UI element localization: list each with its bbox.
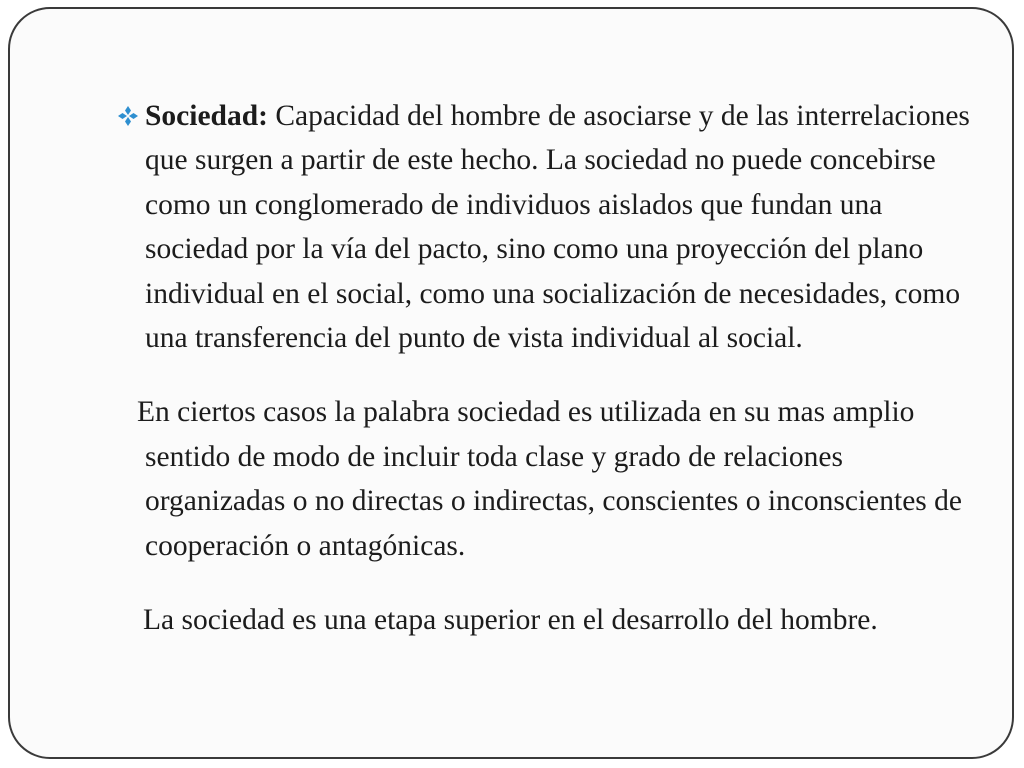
definition-text: Capacidad del hombre de asociarse y de las interrelaciones que surgen a partir de este hecho. La sociedad no puede concebirse como un conglomerado de individuos aislados que fundan una sociedad por la vía del pacto, sino como una proyección del plano individual en el social, como una socialización de necesidades, como una transferencia del punto de vista individual al social. — [145, 99, 970, 354]
slide-content — [115, 64, 975, 672]
paragraph-broad-sense: En ciertos casos la palabra sociedad es utilizada en su mas amplio sentido de modo de incluir toda clase y grado de relaciones organizadas o no directas o indirectas, conscientes o inconscientes de cooperación o antagónicas. — [137, 396, 962, 562]
term-sociedad: Sociedad: — [145, 99, 268, 132]
paragraph-sociedad-definition — [115, 94, 975, 361]
paragraph-superior-stage: La sociedad es una etapa superior en el desarrollo del hombre. — [143, 603, 878, 636]
diamond-bullet-icon — [117, 105, 139, 127]
